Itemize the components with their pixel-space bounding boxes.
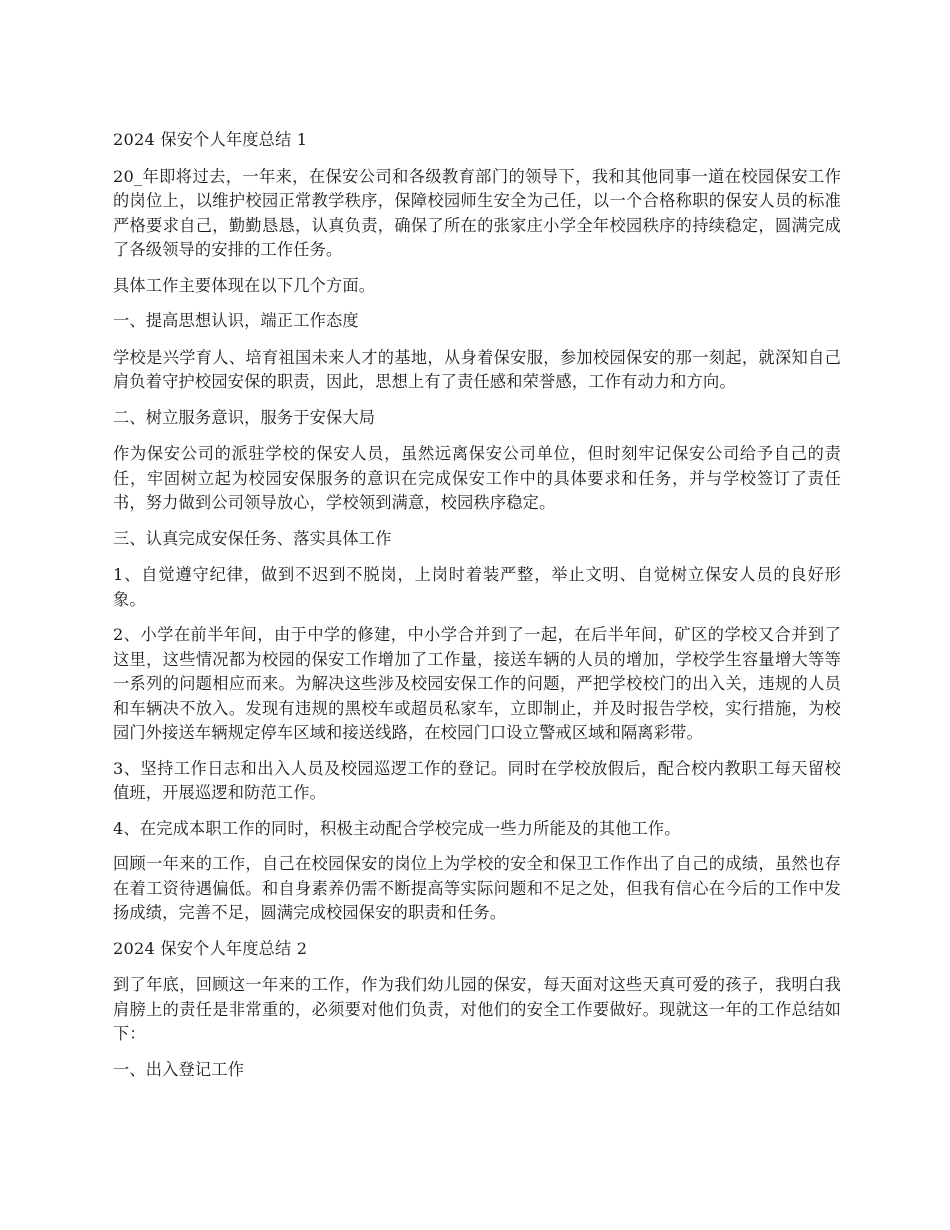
- list-item: 2、小学在前半年间，由于中学的修建，中小学合并到了一起，在后半年间，矿区的学校又合并到了这里，这些情况都为校园的保安工作增加了工作量，接送车辆的人员的增加，学校学生容量增大等等一系列的问题相应而来。为解决这些涉及校园安保工作的问题，严把学校校门的出入关，违规的人员和车辆决不放入。发现有违规的黑校车或超员私家车，立即制止，并及时报告学校，实行措施，为校园门外接送车辆规定停车区域和接送线路，在校园门口设立警戒区域和隔离彩带。: [113, 625, 841, 742]
- list-item: 1、自觉遵守纪律，做到不迟到不脱岗，上岗时着装严整，举止文明、自觉树立保安人员的良好形象。: [113, 565, 841, 609]
- subsection-heading: 一、出入登记工作: [113, 1059, 245, 1079]
- document-page: [113, 128, 841, 1094]
- subsection-heading: 一、提高思想认识，端正工作态度: [113, 311, 359, 330]
- paragraph: 20_年即将过去，一年来，在保安公司和各级教育部门的领导下，我和其他同事一道在校园保安工作的岗位上，以维护校园正常教学秩序，保障校园师生安全为己任，以一个合格称职的保安人员的标准严格要求自己，勤勤恳恳，认真负责，确保了所在的张家庄小学全年校园秩序的持续稳定，圆满完成了各级领导的安排的工作任务。: [113, 166, 841, 259]
- subsection-heading: 二、树立服务意识，服务于安保大局: [113, 407, 376, 427]
- paragraph: 作为保安公司的派驻学校的保安人员，虽然远离保安公司单位，但时刻牢记保安公司给予自己的责任，牢固树立起为校园安保服务的意识在完成保安工作中的具体要求和任务，并与学校签订了责任书，努力做到公司领导放心，学校领到满意，校园秩序稳定。: [113, 444, 841, 512]
- section-title: 2024 保安个人年度总结 2: [113, 938, 308, 958]
- paragraph: 学校是兴学育人、培育祖国未来人才的基地，从身着保安服，参加校园保安的那一刻起，就深知自己肩负着守护校园安保的职责，因此，思想上有了责任感和荣誉感，工作有动力和方向。: [113, 347, 841, 391]
- subsection-heading: 三、认真完成安保任务、落实具体工作: [113, 528, 392, 548]
- paragraph: 到了年底，回顾这一年来的工作，作为我们幼儿园的保安，每天面对这些天真可爱的孩子，我明白我肩膀上的责任是非常重的，必须要对他们负责，对他们的安全工作要做好。现就这一年的工作总结如下：: [113, 975, 841, 1043]
- paragraph: 回顾一年来的工作，自己在校园保安的岗位上为学校的安全和保卫工作作出了自己的成绩，虽然也存在着工资待遇偏低。和自身素养仍需不断提高等实际问题和不足之处，但我有信心在今后的工作中发扬成绩，完善不足，圆满完成校园保安的职责和任务。: [113, 854, 841, 922]
- list-item: 4、在完成本职工作的同时，积极主动配合学校完成一些力所能及的其他工作。: [113, 818, 681, 838]
- list-item: 3、坚持工作日志和出入人员及校园巡逻工作的登记。同时在学校放假后，配合校内教职工每天留校值班，开展巡逻和防范工作。: [113, 758, 841, 802]
- paragraph: 具体工作主要体现在以下几个方面。: [113, 275, 376, 295]
- section-title: 2024 保安个人年度总结 1: [113, 130, 308, 149]
